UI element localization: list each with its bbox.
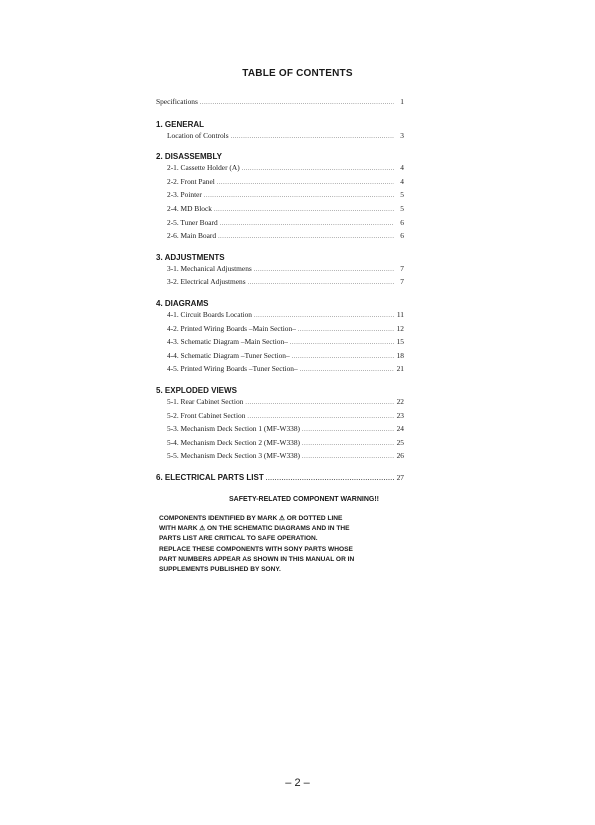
section-heading-general: 1. GENERAL xyxy=(156,119,205,129)
toc-entry[interactable] xyxy=(156,203,404,217)
dot-leader xyxy=(302,452,394,464)
toc-entry-label: 4-4. Schematic Diagram –Tuner Section– xyxy=(167,350,290,360)
dot-leader xyxy=(214,205,394,217)
toc-entry-page: 25 xyxy=(396,437,404,447)
toc-entry-label: 4-1. Circuit Boards Location xyxy=(167,309,252,319)
toc-entry-label: 5-2. Front Cabinet Section xyxy=(167,410,246,420)
toc-entry-label: 4-3. Schematic Diagram –Main Section– xyxy=(167,337,288,347)
toc-entry-label: 2-3. Pointer xyxy=(167,190,202,200)
dot-leader xyxy=(218,232,394,244)
toc-entry-page: 26 xyxy=(396,451,404,461)
toc-entry[interactable] xyxy=(156,437,404,451)
dot-leader xyxy=(204,191,394,203)
page-number: – 2 – xyxy=(285,777,310,789)
toc-entry[interactable] xyxy=(156,323,404,337)
warning-line: COMPONENTS IDENTIFIED BY MARK ⚠ OR DOTTED LINE xyxy=(159,515,343,522)
toc-entry-page: 4 xyxy=(400,176,404,186)
warning-line: PART NUMBERS APPEAR AS SHOWN IN THIS MANUAL OR IN xyxy=(159,555,355,563)
toc-entry-label: 3-1. Mechanical Adjustmens xyxy=(167,263,252,273)
toc-entry-specifications[interactable] xyxy=(156,96,404,110)
toc-entry[interactable] xyxy=(156,450,404,464)
section-heading-adjustments: 3. ADJUSTMENTS xyxy=(156,252,225,262)
toc-entry-label: 4-5. Printed Wiring Boards –Tuner Section– xyxy=(167,364,298,374)
toc-entry[interactable] xyxy=(156,410,404,424)
toc-entry-label: 2-2. Front Panel xyxy=(167,176,215,186)
dot-leader xyxy=(290,338,394,350)
dot-leader xyxy=(231,132,394,144)
toc-entry-label: 2-5. Tuner Board xyxy=(167,217,218,227)
toc-entry[interactable] xyxy=(156,423,404,437)
toc-entry-page: 15 xyxy=(396,337,404,347)
toc-entry-page: 24 xyxy=(396,424,404,434)
toc-entry[interactable] xyxy=(156,230,404,244)
dot-leader xyxy=(220,219,394,231)
warning-title: SAFETY-RELATED COMPONENT WARNING!! xyxy=(229,496,379,503)
toc-entry-page: 27 xyxy=(396,472,404,482)
dot-leader xyxy=(254,265,394,277)
section-heading-disassembly: 2. DISASSEMBLY xyxy=(156,152,222,162)
dot-leader xyxy=(245,398,394,410)
toc-entry-page: 5 xyxy=(400,203,404,213)
toc-entry-label: 2-1. Cassette Holder (A) xyxy=(167,163,240,173)
dot-leader xyxy=(300,365,394,377)
toc-entry-page: 23 xyxy=(396,410,404,420)
toc-entry[interactable] xyxy=(156,350,404,364)
toc-entry-page: 7 xyxy=(400,277,404,287)
toc-entry-page: 1 xyxy=(400,97,404,106)
dot-leader xyxy=(302,425,394,437)
toc-entry[interactable] xyxy=(156,189,404,203)
toc-entry[interactable] xyxy=(156,309,404,323)
toc-entry[interactable] xyxy=(156,276,404,290)
toc-entry-label: 6. ELECTRICAL PARTS LIST xyxy=(156,472,264,482)
warning-line: REPLACE THESE COMPONENTS WITH SONY PARTS WHOSE xyxy=(159,545,353,553)
section-heading-diagrams: 4. DIAGRAMS xyxy=(156,298,209,308)
dot-leader xyxy=(266,474,394,486)
toc-entry-page: 6 xyxy=(400,217,404,227)
toc-entry[interactable] xyxy=(156,336,404,350)
dot-leader xyxy=(292,352,394,364)
toc-entry-label: 3-2. Electrical Adjustmens xyxy=(167,277,246,287)
section-heading-exploded-views: 5. EXPLODED VIEWS xyxy=(156,385,237,395)
toc-entry-page: 5 xyxy=(400,190,404,200)
toc-entry[interactable] xyxy=(156,217,404,231)
toc-entry-label: Location of Controls xyxy=(167,130,229,140)
toc-entry-page: 18 xyxy=(396,350,404,360)
toc-entry[interactable] xyxy=(156,130,404,144)
toc-entry-page: 21 xyxy=(396,364,404,374)
toc-entry[interactable] xyxy=(156,162,404,176)
toc-entry-electrical-parts-list[interactable] xyxy=(156,472,404,486)
page-title: TABLE OF CONTENTS xyxy=(242,68,353,79)
toc-entry-page: 7 xyxy=(400,263,404,273)
dot-leader xyxy=(248,278,394,290)
toc-entry-page: 22 xyxy=(396,396,404,406)
toc-entry-page: 12 xyxy=(396,323,404,333)
toc-entry[interactable] xyxy=(156,263,404,277)
toc-entry[interactable] xyxy=(156,396,404,410)
toc-entry-label: 5-3. Mechanism Deck Section 1 (MF-W338) xyxy=(167,424,301,434)
toc-entry-page: 3 xyxy=(400,130,404,140)
dot-leader xyxy=(298,325,394,337)
toc-entry-page: 4 xyxy=(400,163,404,173)
toc-entry-page: 11 xyxy=(396,309,404,319)
warning-line: PARTS LIST ARE CRITICAL TO SAFE OPERATION. xyxy=(159,535,318,543)
toc-entry[interactable] xyxy=(156,363,404,377)
dot-leader xyxy=(242,164,394,176)
toc-entry-label: 5-4. Mechanism Deck Section 2 (MF-W338) xyxy=(167,437,301,447)
dot-leader xyxy=(217,178,394,190)
toc-entry-label: 4-2. Printed Wiring Boards –Main Section– xyxy=(167,323,296,333)
warning-line: WITH MARK ⚠ ON THE SCHEMATIC DIAGRAMS AND IN THE xyxy=(159,525,350,533)
toc-entry-label: 5-1. Rear Cabinet Section xyxy=(167,396,244,406)
toc-entry[interactable] xyxy=(156,176,404,190)
dot-leader xyxy=(200,98,394,110)
toc-entry-label: 2-4. MD Block xyxy=(167,203,212,213)
safety-warning xyxy=(159,496,449,575)
dot-leader xyxy=(247,412,394,424)
warning-line: SUPPLEMENTS PUBLISHED BY SONY. xyxy=(159,566,281,574)
dot-leader xyxy=(254,311,394,323)
toc-entry-label: Specifications xyxy=(156,97,198,106)
dot-leader xyxy=(302,439,394,451)
toc-entry-page: 6 xyxy=(400,231,404,241)
toc-entry-label: 5-5. Mechanism Deck Section 3 (MF-W338) xyxy=(167,451,301,461)
table-of-contents xyxy=(156,96,404,485)
toc-entry-label: 2-6. Main Board xyxy=(167,231,217,241)
